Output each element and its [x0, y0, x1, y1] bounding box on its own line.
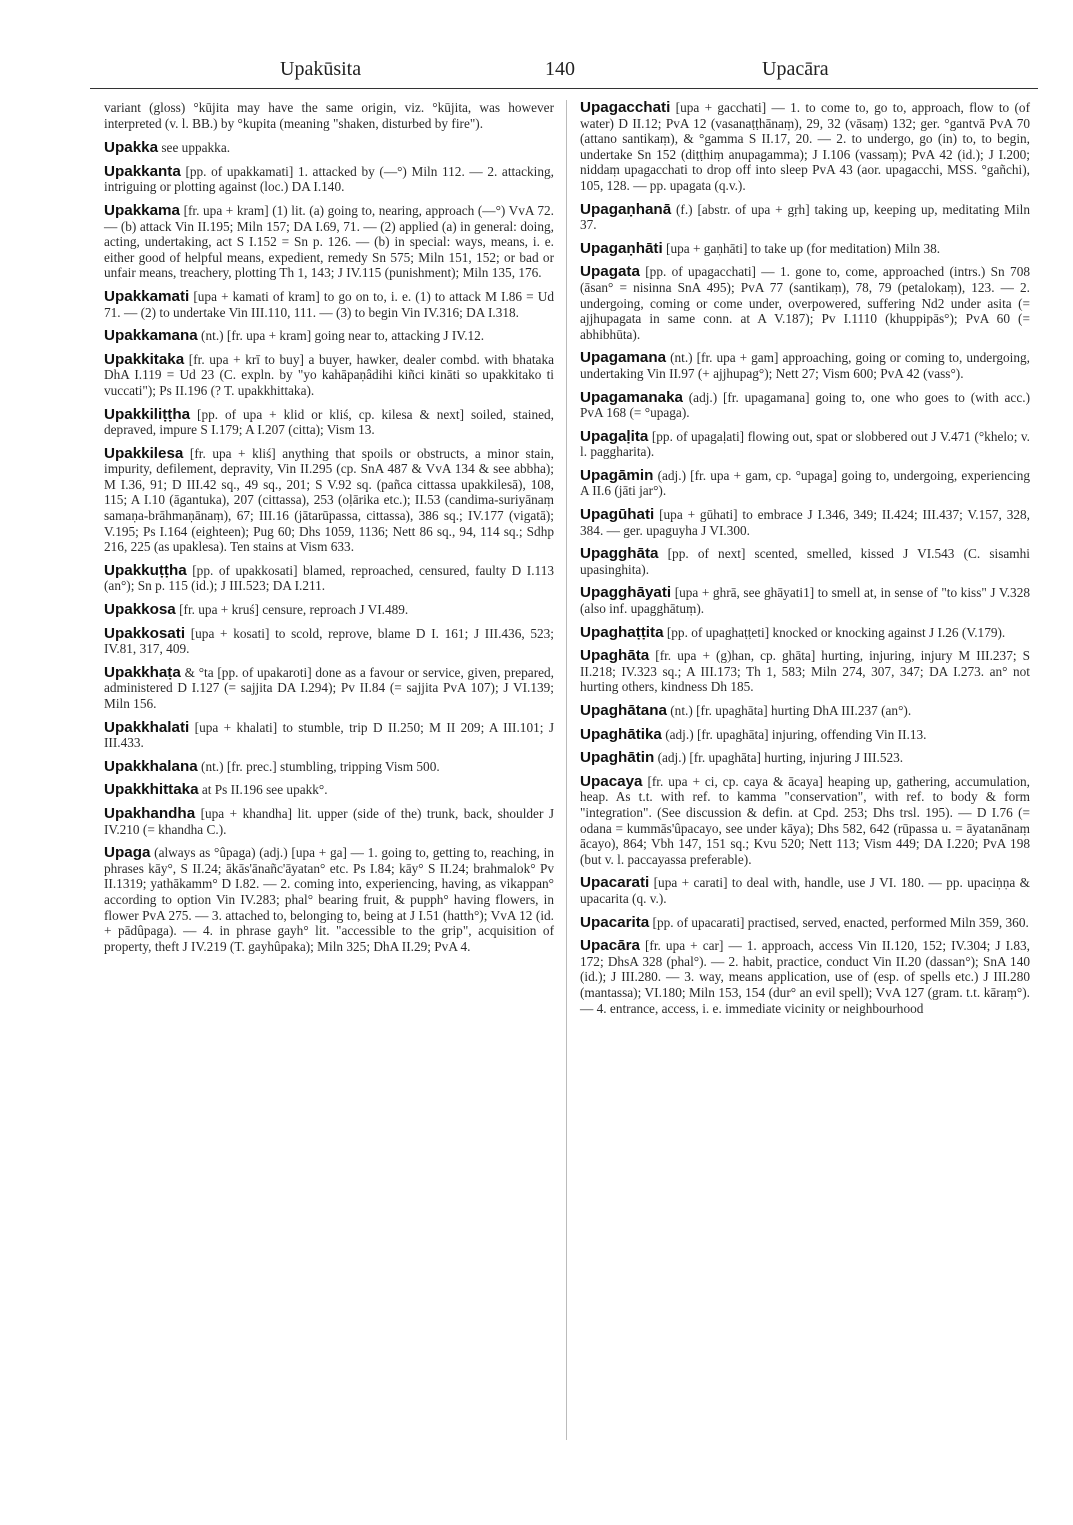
- dictionary-entry: [580, 202, 1030, 233]
- entry-headword: Upakkilesa: [104, 444, 184, 462]
- entry-text: [upa + khalati] to stumble, trip D II.250; M II 209; A III.101; J III.433.: [104, 719, 554, 751]
- entry-headword: Upagghāyati: [580, 584, 672, 602]
- dictionary-entry: [580, 938, 1030, 1016]
- entry-text: [upa + carati] to deal with, handle, use J VI. 180. — pp. upaciṇṇa & upacarita (q. v.).: [580, 875, 1030, 906]
- entry-text: [pp. of next] scented, smelled, kissed J VI.543 (C. sisamhi upasinghita).: [580, 546, 1030, 577]
- dictionary-entry: [580, 585, 1030, 616]
- dictionary-entry: [104, 289, 554, 320]
- dictionary-entry: [580, 915, 1030, 931]
- entry-text: (nt.) [fr. prec.] stumbling, tripping Vism 500.: [197, 758, 440, 774]
- entry-text: [upa + ghrā, see ghāyati1] to smell at, in sense of "to kiss" J V.328 (also inf. upagghātuṃ).: [580, 585, 1030, 617]
- entry-headword: Upaghaṭṭita: [580, 623, 664, 641]
- dictionary-entry: [104, 328, 554, 344]
- dictionary-entry: [104, 446, 554, 555]
- entry-text: [fr. upa + car] — 1. approach, access Vin II.120, 152; IV.304; J I.83, 172; DhsA 328 (phal°). — 2. habit, practice, conduct Vin II.20 (dassan°); SnA 140 (id.); J III.280. — 3. way, means application, use of (esp. of spells etc.) J III.280 (mantassa); VI.180; Miln 153, 154 (dur° an evil spell); VvA 127 (gram. t.t. kāraṃ°). — 4. entrance, access, i. e. immediate vicinity or neighbourhood: [580, 938, 1030, 1016]
- dictionary-entry: [104, 563, 554, 594]
- page-number: 140: [545, 58, 575, 80]
- entry-headword: Upagamana: [580, 349, 667, 367]
- entry-headword: Upaga: [104, 844, 151, 862]
- dictionary-entry: [580, 100, 1030, 194]
- entry-headword: Upakkosati: [104, 624, 186, 642]
- entry-text: (always as °ûpaga) (adj.) [upa + ga] — 1. going to, getting to, reaching, in phrases kāy°, S II.24; ākās'ānañc'āyatan° etc. Ps I.84; kāy° S II.24; brahmalok° Pv II.1319; yathākamm° D I.82. — 2. coming into, experiencing, having, as vikappan° according to option Vin IV.283; phal° bearing fruit, & pupph° having flowers, in flower PvA 275. — 3. attached to, belonging to, being at J I.51 (hatth°); VvA 12 (id. + pādûpaga). — 4. in phrase gayh° lit. "accessible to the grip", acquisition of property, theft J IV.219 (T. gayhûpaka); Miln 325; DhA II.29; PvA 4.: [104, 845, 554, 954]
- entry-text: (nt.) [fr. upa + gam] approaching, going or coming to, undergoing, undertaking Vin II.97 (+ ajjhupag°); Nett 27; Vism 600; PvA 42 (vass°).: [580, 350, 1030, 381]
- dictionary-entry: [104, 100, 554, 131]
- entry-text: [pp. of upakkosati] blamed, reproached, censured, faulty D I.113 (an°); Sn p. 115 (id.); J III.523; DA I.211.: [104, 562, 554, 594]
- entry-headword: Upacaya: [580, 772, 643, 790]
- entry-text: [fr. upa + kliś] anything that spoils or obstructs, a minor stain, impurity, defilement, depravity, Vin II.295 (cp. SnA 487 & VvA 134 & see abbha); M I.36, 91; D III.42 sq., 49 sq., 201; S V.92 sq. (pañca cittassa upakkilesā), 108, 115; A I.10 (āgantuka), 207 (cittassa), 253 (oḷārika etc.); II.53 (candima-suriyānaṃ samaṇa-brāhmaṇānaṃ), 67; III.16 (jātarūpassa, cittassa), 386 sq.; IV.177 (vigatā); V.195; Ps I.164 (eighteen); Pug 60; Dhs 1059, 1136; Nett 86 sq., 94, 114 sq.; Sdhp 216, 225 (as upaklesa). Ten stains at Vism 633.: [104, 445, 554, 555]
- entry-text: (nt.) [fr. upa + kram] going near to, attacking J IV.12.: [197, 328, 485, 344]
- entry-headword: Upacarati: [580, 874, 650, 892]
- entry-headword: Upagaḷita: [580, 427, 649, 445]
- entry-text: [fr. upa + krī to buy] a buyer, hawker, dealer combd. with bhataka DhA I.119 = Ud 23 (C. expln. by "yo kahāpaṇâdihi kiñci kināti so upakkitako ti vuccati"); Ps II.196 (? T. upakkhittaka).: [104, 351, 554, 398]
- dictionary-entry: [580, 429, 1030, 460]
- entry-text: [pp. of upagacchati] — 1. gone to, come, approached (intrs.) Sn 708 (āsan° = nisinna SnA 495); PvA 77 (santikaṃ), 78, 79 (petalokaṃ), 123. — 2. undergoing, coming or come under, overpowered, suffering Nd2 under asita (= ajjhupagata in same conn. at A V.187); Pv I.1110 (khuppipās°); PvA 60 (= abhibhūta).: [580, 264, 1030, 342]
- dictionary-entry: [104, 626, 554, 657]
- entry-text: & °ta [pp. of upakaroti] done as a favour or service, given, prepared, administered D I.127 (= sajjita DA I.294); Pv II.84 (= sajjita PvA 107); J VI.139; Miln 156.: [104, 664, 554, 711]
- running-head-left: Upakūsita: [280, 58, 362, 80]
- entry-text: variant (gloss) °kūjita may have the same origin, viz. °kūjita, was however interpreted (v. l. BB.) by °kupita (meaning "shaken, disturbed by fire").: [104, 100, 554, 131]
- entry-text: [fr. upa + kruś] censure, reproach J VI.489.: [175, 602, 409, 618]
- entry-text: [pp. of upaghaṭṭeti] knocked or knocking against J I.26 (V.179).: [663, 624, 1006, 640]
- dictionary-entry: [580, 546, 1030, 577]
- dictionary-entry: [104, 407, 554, 438]
- dictionary-entry: [104, 845, 554, 954]
- dictionary-entry: [580, 468, 1030, 499]
- dictionary-entry: [580, 727, 1030, 743]
- entry-headword: Upaghāta: [580, 647, 650, 665]
- entry-text: [pp. of upacarati] practised, served, enacted, performed Miln 359, 360.: [649, 914, 1029, 930]
- entry-headword: Upakkamana: [104, 327, 198, 345]
- dictionary-entry: [580, 648, 1030, 695]
- entry-headword: Upagghāta: [580, 545, 659, 563]
- entry-text: (f.) [abstr. of upa + gṛh] taking up, keeping up, meditating Miln 37.: [580, 201, 1030, 233]
- entry-headword: Upaghātika: [580, 725, 662, 743]
- entry-headword: Upakkhalana: [104, 757, 198, 775]
- dictionary-entry: [580, 750, 1030, 766]
- entry-headword: Upakkama: [104, 201, 180, 219]
- dictionary-entry: [580, 703, 1030, 719]
- entry-text: [upa + kamati of kram] to go on to, i. e. (1) to attack M I.86 = Ud 71. — (2) to undertake Vin III.110, 111. — (3) to begin Vin IV.316; DA I.318.: [104, 288, 554, 320]
- running-head-right: Upacāra: [762, 58, 829, 80]
- entry-text: [upa + kosati] to scold, reprove, blame D I. 161; J III.436, 523; IV.81, 317, 409.: [104, 625, 554, 657]
- dictionary-entry: [104, 352, 554, 399]
- dictionary-entry: [580, 241, 1030, 257]
- entry-headword: Upagāmin: [580, 466, 654, 484]
- entry-text: [upa + khandha] lit. upper (side of the) trunk, back, shoulder J IV.210 (= khandha C.).: [104, 805, 554, 837]
- entry-headword: Upagamanaka: [580, 388, 683, 406]
- dictionary-entry: [580, 625, 1030, 641]
- right-column: [580, 100, 1030, 1024]
- entry-headword: Upakkitaka: [104, 350, 185, 368]
- entry-text: [fr. upa + (g)han, cp. ghāta] hurting, injuring, injury M III.237; S II.218; IV.323 sq.; A III.173; Th 1, 583; Miln 274, 307, 347; DA I.273. an° not hurting others, kindness Dh 185.: [580, 648, 1030, 695]
- dictionary-entry: [580, 264, 1030, 342]
- entry-headword: Upakhandha: [104, 804, 196, 822]
- header-rule: [90, 88, 1038, 89]
- entry-text: [fr. upa + ci, cp. caya & ācaya] heaping up, gathering, accumulation, heap. As t.t. with ref. to kamma "conservation", with ref. to body & form "integration". (See discussion & defin. at Cpd. 253; Dhs trsl. 195). — D I.76 (= odana = kummās'ûpacayo, see under kāya); Dhs 582, 642 (rūpassa u. = āyatanānaṃ ācayo), 864; Vbh 147, 151 sq.; Kvu 520; Nett 113; Vism 449; DA I.220; PvA 198 (but v. l. paccayassa preferable).: [580, 773, 1030, 867]
- dictionary-entry: [104, 759, 554, 775]
- page-header: [90, 58, 1013, 88]
- entry-headword: Upagacchati: [580, 99, 671, 116]
- dictionary-entry: [580, 507, 1030, 538]
- entry-headword: Upakkamati: [104, 287, 190, 305]
- entry-headword: Upagaṇhanā: [580, 200, 672, 218]
- entry-text: [pp. of upa + klid or kliś, cp. kilesa & next] soiled, stained, depraved, impure S I.179; A I.207 (citta); Vism 13.: [104, 406, 554, 438]
- dictionary-entry: [104, 203, 554, 281]
- entry-text: (adj.) [fr. upaghāta] hurting, injuring J III.523.: [654, 750, 904, 766]
- entry-text: (adj.) [fr. upa + gam, cp. °upaga] going to, undergoing, experiencing A II.6 (jāti jar°).: [580, 467, 1030, 499]
- entry-headword: Upagūhati: [580, 506, 655, 524]
- entry-headword: Upakkosa: [104, 601, 176, 619]
- column-separator: [566, 100, 567, 1440]
- dictionary-entry: [104, 720, 554, 751]
- entry-headword: Upakkhalati: [104, 718, 190, 736]
- entry-headword: Upagaṇhāti: [580, 239, 663, 257]
- entry-headword: Upacāra: [580, 937, 640, 955]
- entry-headword: Upakkanta: [104, 162, 181, 180]
- left-column: [104, 100, 554, 962]
- entry-text: [pp. of upakkamati] 1. attacked by (—°) Miln 112. — 2. attacking, intriguing or plotting against (loc.) DA I.140.: [104, 163, 554, 195]
- dictionary-entry: [580, 390, 1030, 421]
- dictionary-entry: [104, 782, 554, 798]
- entry-text: [fr. upa + kram] (1) lit. (a) going to, nearing, approach (—°) VvA 72. — (b) attack Vin II.195; Miln 157; DA I.69, 71. — (2) applied (a) in general: doing, acting, undertaking, act S I.152 = Sn p. 126. — (b) in special: ways, means, i. e. either good of helpful means, expedient, remedy Sn 575; Miln 151, 152; or bad or unfair means, treachery, plotting Th 1, 143; J IV.115 (punishment); Miln 135, 176.: [104, 202, 554, 281]
- dictionary-entry: [104, 665, 554, 712]
- dictionary-entry: [104, 602, 554, 618]
- dictionary-entry: [580, 774, 1030, 868]
- entry-headword: Upakkuṭṭha: [104, 561, 187, 579]
- entry-text: see uppakka.: [158, 140, 231, 156]
- dictionary-entry: [104, 806, 554, 837]
- dictionary-entry: [104, 164, 554, 195]
- dictionary-entry: [580, 875, 1030, 906]
- entry-text: [upa + gūhati] to embrace J I.346, 349; II.424; III.437; V.157, 328, 384. — ger. upaguyha J VI.300.: [580, 507, 1030, 538]
- entry-headword: Upakka: [104, 139, 159, 157]
- entry-headword: Upakkiliṭṭha: [104, 405, 191, 423]
- entry-headword: Upaghātin: [580, 749, 655, 767]
- dictionary-entry: [104, 140, 554, 156]
- entry-headword: Upakkhaṭa: [104, 663, 181, 681]
- dictionary-entry: [580, 350, 1030, 381]
- entry-text: (adj.) [fr. upagamana] going to, one who goes to (with acc.) PvA 168 (= °upaga).: [580, 389, 1030, 421]
- entry-text: [pp. of upagaḷati] flowing out, spat or slobbered out J V.471 (°khelo; v. l. paggharita).: [580, 428, 1030, 460]
- entry-text: at Ps II.196 see upakk°.: [198, 782, 328, 798]
- entry-headword: Upacarita: [580, 913, 650, 931]
- entry-headword: Upagata: [580, 263, 640, 281]
- entry-text: [upa + gaṇhāti] to take up (for meditation) Miln 38.: [662, 240, 941, 256]
- entry-headword: Upaghātana: [580, 702, 667, 719]
- entry-text: (adj.) [fr. upaghāta] injuring, offending Vin II.13.: [661, 726, 927, 742]
- entry-headword: Upakkhittaka: [104, 781, 199, 799]
- entry-text: [upa + gacchati] — 1. to come to, go to, approach, flow to (of water) D II.12; PvA 12 (vasanaṭṭhānaṃ), 29, 32 (vāsaṃ) 132; ger. °gantvā PvA 70 (attano santikaṃ), & °gamma S II.17, 20. — 2. to undergo, go (in) to, to begin, undertake Sn 152 (diṭṭhiṃ anupagamma); J I.106 (vassaṃ); PvA 42 (id.); J I.200; niddaṃ upagacchati to drop off into sleep PvA 43 (aor. upagacchi, MSS. °gañchi), 105, 128. — pp. upagata (q.v.).: [580, 100, 1030, 193]
- entry-text: (nt.) [fr. upaghāta] hurting DhA III.237 (an°).: [666, 703, 912, 718]
